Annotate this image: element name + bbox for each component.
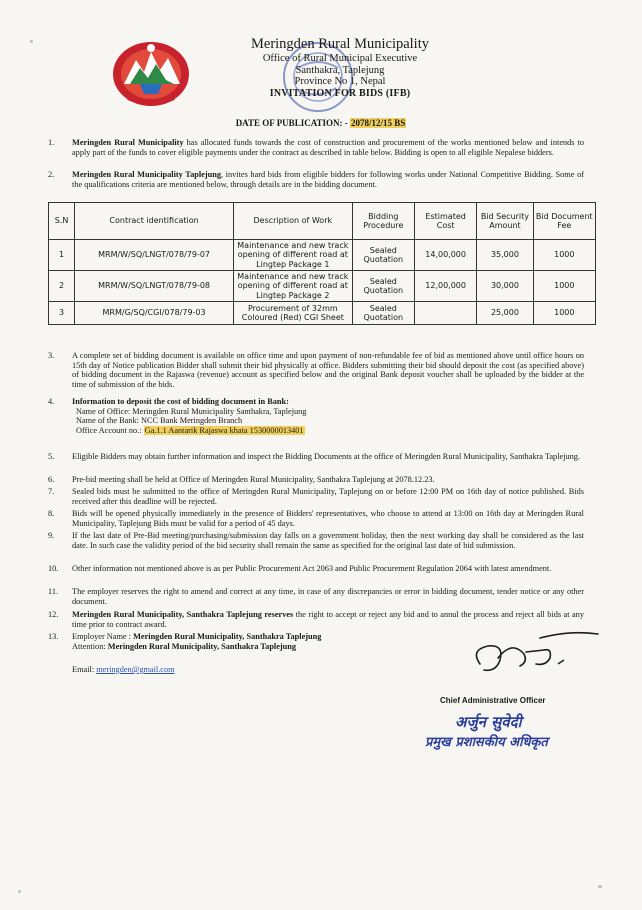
office-location: Santhakra, Taplejung — [295, 64, 385, 76]
list-item — [48, 531, 584, 550]
paragraph-text: Bids will be opened physically immediately in the presence of Bidders' representatives, who choose to attend at 13:00 on 16th day at Meringden Rural Municipality, Taplejung Bids must be valid for a period of 45 days. — [72, 509, 584, 528]
column-header: Bid Security Amount — [477, 203, 533, 240]
email-link[interactable]: meringden@gmail.com — [96, 665, 175, 674]
paragraph-text: , invites hard bids from eligible bidders for following works under National Competitive Bidding. Some of the qualifications criteria are mentioned below, through details are in the bidding document. — [72, 170, 584, 189]
table-cell: MRM/G/SQ/CGI/078/79-03 — [75, 302, 234, 325]
bank-info-heading: Information to deposit the cost of bidding document in Bank: — [72, 397, 289, 406]
scan-speck — [30, 40, 33, 43]
item-number: 11. — [48, 587, 59, 596]
table-cell: 1000 — [533, 240, 595, 271]
signatory-name-nepali: अर्जुन सुवेदी — [455, 713, 522, 731]
paragraph-text: the right to accept or reject any bid and to annul the process and reject all bids at any time prior to contract award. — [72, 610, 584, 629]
email-label: Email: — [72, 665, 97, 674]
publication-date-line — [0, 118, 642, 128]
bold-text: Meringden Rural Municipality, Santhakra Taplejung reserves — [72, 610, 294, 619]
office-name: Office of Rural Municipal Executive — [262, 53, 418, 64]
table-cell: MRM/W/SQ/LNGT/078/79-08 — [75, 271, 234, 302]
paragraph-text: The employer reserves the right to amend and correct at any time, in case of any discrepancies or error in bidding document, tender notice or any other document. — [72, 587, 584, 606]
table-cell: 12,00,000 — [414, 271, 476, 302]
bids-table — [48, 202, 596, 325]
office-name-line: Name of Office: Meringden Rural Municipality Santhakra, Taplejung — [76, 406, 307, 416]
list-item — [48, 509, 584, 528]
item-number: 8. — [48, 509, 55, 518]
paragraph-text: A complete set of bidding document is available on office time and upon payment of non-refundable fee of bid as mentioned above until office hours on 15th day of Notice publication Bidder shall submit their bid physically at office. Bidders submitting their bid should deposit the cost (as specified above) of bidding document in the Rajaswa (revenue) account as specified below and the original Bank deposit voucher shall be uploaded by the bidder at the time of submission of the bids. — [72, 351, 584, 389]
item-number: 3. — [48, 351, 55, 360]
province: Province No 1, Nepal — [294, 76, 386, 87]
paragraph-text: Other information not mentioned above is as per Public Procurement Act 2063 and Public Procurement Regulation 2064 with latest amendment. — [72, 564, 552, 573]
list-item — [48, 587, 584, 606]
item-number: 6. — [48, 475, 55, 484]
scan-speck — [18, 890, 21, 893]
table-header-row — [49, 203, 596, 240]
email-line — [72, 665, 175, 674]
item-number: 12. — [48, 610, 59, 619]
table-cell: MRM/W/SQ/LNGT/078/79-07 — [75, 240, 234, 271]
table-cell: 3 — [49, 302, 75, 325]
table-cell: 1000 — [533, 302, 595, 325]
item-number: 10. — [48, 564, 59, 573]
paragraph-3 — [48, 351, 584, 389]
table-cell: 2 — [49, 271, 75, 302]
table-cell: 35,000 — [477, 240, 533, 271]
table-cell: Sealed Quotation — [352, 240, 414, 271]
item-number: 2. — [48, 170, 55, 179]
item-number: 5. — [48, 452, 55, 461]
paragraph-2 — [48, 170, 584, 189]
account-number: Ga.1.1 Aantarik Rajaswa khata 1530000013401 — [144, 425, 304, 435]
paragraph-text: Eligible Bidders may obtain further information and inspect the Bidding Documents at the office of Meringden Rural Municipality, Santhakra Taplejung. — [72, 452, 581, 461]
account-label: Office Account no.: — [76, 425, 144, 435]
bold-text: Meringden Rural Municipality Taplejung — [72, 170, 221, 179]
table-cell: 1 — [49, 240, 75, 271]
document-title: INVITATION FOR BIDS (IFB) — [269, 87, 411, 99]
table-row — [49, 271, 596, 302]
table-cell: Sealed Quotation — [352, 271, 414, 302]
table-cell: 30,000 — [477, 271, 533, 302]
column-header: Bid Document Fee — [533, 203, 595, 240]
column-header: Contract identification — [75, 203, 234, 240]
attention-label: Attention: — [72, 641, 108, 651]
list-item — [48, 487, 584, 506]
scan-speck — [598, 885, 602, 888]
municipality-name: Meringden Rural Municipality — [251, 36, 429, 52]
paragraph-text: has allocated funds towards the cost of construction and procurement of the works mentioned below and intends to apply part of the funds to cover eligible payments under the contract as described in table below. Bidding is open to all eligible Nepalese bidders. — [72, 138, 584, 157]
item-number: 13. — [48, 632, 59, 641]
list-item — [48, 564, 584, 574]
paragraph-text: Sealed bids must be submitted to the office of Meringden Rural Municipality, Taplejung on or before 12:00 PM on 16th day of notice published. Bids received after this deadline will be rejected. — [72, 487, 584, 506]
employer-name: Meringden Rural Municipality, Santhakra Taplejung — [133, 632, 322, 641]
list-item — [48, 452, 584, 462]
bold-text: Meringden Rural Municipality — [72, 138, 184, 147]
letterhead — [195, 36, 485, 99]
table-cell: Maintenance and new track opening of different road at Lingtep Package 1 — [234, 240, 353, 271]
item-number: 1. — [48, 138, 55, 147]
item-number: 7. — [48, 487, 55, 496]
signatory-role-nepali: प्रमुख प्रशासकीय अधिकृत — [425, 735, 548, 750]
column-header: Description of Work — [234, 203, 353, 240]
item-number: 4. — [48, 397, 55, 406]
paragraph-text: If the last date of Pre-Bid meeting/purchasing/submission day falls on a government holiday, then the next working day shall be considered as the last date. In such case the validity period of the bid security shall remain the same as specified for the original last date of bid submission. — [72, 531, 584, 550]
nepal-emblem-logo — [110, 38, 192, 108]
signatory-title: Chief Administrative Officer — [440, 696, 546, 705]
paragraph-text: Pre-bid meeting shall be held at Office of Meringden Rural Municipality, Santhakra Taplejung at 2078.12.23. — [72, 475, 435, 484]
publication-date-label: DATE OF PUBLICATION: - — [235, 118, 351, 128]
signature — [440, 620, 600, 692]
table-cell: Procurement of 32mm Coloured (Red) CGI Sheet — [234, 302, 353, 325]
employer-label: Employer Name : — [72, 632, 134, 641]
attention-name: Meringden Rural Municipality, Santhakra Taplejung — [107, 641, 297, 651]
table-cell: Sealed Quotation — [352, 302, 414, 325]
table-cell: 25,000 — [477, 302, 533, 325]
bank-name-line: Name of the Bank: NCC Bank Meringden Branch — [76, 416, 243, 426]
column-header: Bidding Procedure — [352, 203, 414, 240]
table-cell: Maintenance and new track opening of different road at Lingtep Package 2 — [234, 271, 353, 302]
table-cell — [414, 302, 476, 325]
publication-date: 2078/12/15 BS — [351, 118, 406, 128]
table-row — [49, 302, 596, 325]
table-row — [49, 240, 596, 271]
paragraph-4 — [48, 397, 584, 435]
column-header: S.N — [49, 203, 75, 240]
column-header: Estimated Cost — [414, 203, 476, 240]
table-cell: 14,00,000 — [414, 240, 476, 271]
paragraph-1 — [48, 138, 584, 157]
item-number: 9. — [48, 531, 55, 540]
list-item — [48, 475, 584, 485]
table-cell: 1000 — [533, 271, 595, 302]
